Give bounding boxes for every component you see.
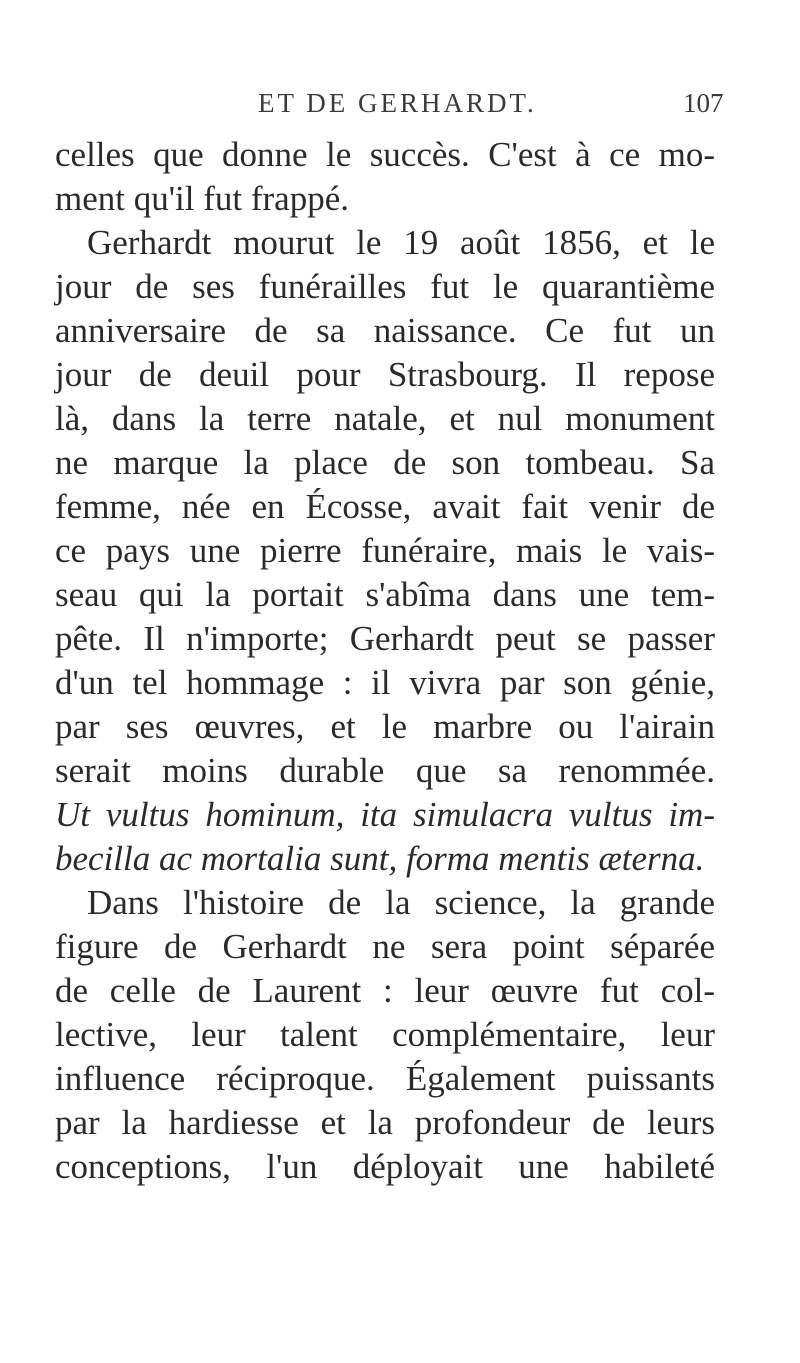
text-line: serait moins durable que sa renommée.: [55, 751, 715, 790]
text-line: anniversaire de sa naissance. Ce fut un: [55, 311, 715, 350]
text-line: ne marque la place de son tombeau. Sa: [55, 443, 715, 482]
text-line: pête. Il n'importe; Gerhardt peut se passer: [55, 619, 715, 658]
latin-quote-line: becilla ac mortalia sunt, forma mentis æterna.: [55, 839, 705, 878]
text-line: conceptions, l'un déployait une habileté: [55, 1147, 715, 1186]
text-line: ce pays une pierre funéraire, mais le vais-: [55, 531, 715, 570]
text-line: d'un tel hommage : il vivra par son génie,: [55, 663, 715, 702]
body-text: [55, 133, 715, 1189]
text-line: lective, leur talent complémentaire, leur: [55, 1015, 715, 1054]
text-line: seau qui la portait s'abîma dans une tem-: [55, 575, 715, 614]
text-line: de celle de Laurent : leur œuvre fut col-: [55, 971, 715, 1010]
latin-quote-line: Ut vultus hominum, ita simulacra vultus im-: [55, 795, 715, 834]
text-line: Gerhardt mourut le 19 août 1856, et le: [87, 223, 715, 262]
text-line: influence réciproque. Également puissants: [55, 1059, 715, 1098]
text-line: Dans l'histoire de la science, la grande: [87, 883, 715, 922]
text-line: par la hardiesse et la profondeur de leurs: [55, 1103, 715, 1142]
text-line: femme, née en Écosse, avait fait venir de: [55, 487, 715, 526]
text-line: ment qu'il fut frappé.: [55, 179, 349, 218]
text-line: là, dans la terre natale, et nul monument: [55, 399, 715, 438]
page-number: 107: [683, 88, 724, 118]
text-line: figure de Gerhardt ne sera point séparée: [55, 927, 715, 966]
text-line: par ses œuvres, et le marbre ou l'airain: [55, 707, 715, 746]
running-header: ET DE GERHARDT.: [258, 88, 537, 118]
text-line: jour de ses funérailles fut le quarantième: [55, 267, 715, 306]
text-line: jour de deuil pour Strasbourg. Il repose: [55, 355, 715, 394]
text-line: celles que donne le succès. C'est à ce mo-: [55, 135, 715, 174]
